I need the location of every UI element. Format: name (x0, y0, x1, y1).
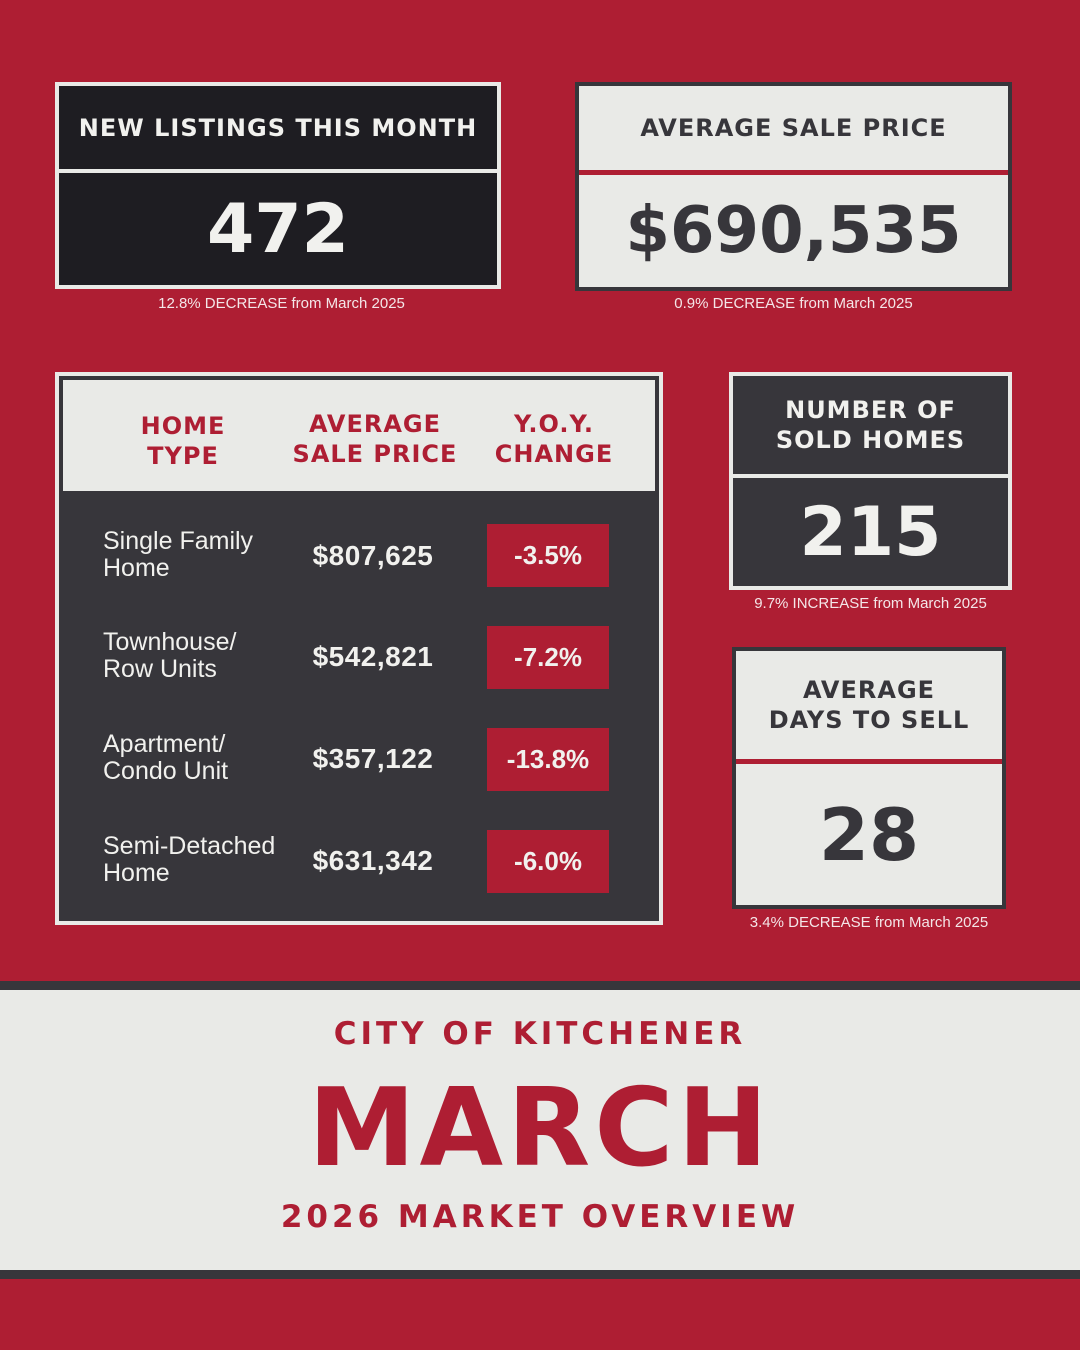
row-home-type: Apartment/ Condo Unit (103, 730, 229, 785)
row-average-price: $631,342 (312, 845, 434, 876)
banner-city: CITY OF KITCHENER (333, 1016, 747, 1052)
sold-homes-label: NUMBER OF SOLD HOMES (733, 376, 1008, 474)
sold-homes-note: 9.7% INCREASE from March 2025 (754, 595, 987, 612)
sold-homes-value: 215 (733, 478, 1008, 586)
banner (0, 990, 1080, 1270)
row-home-type: Single Family Home (103, 527, 254, 582)
row-home-type: Semi-Detached Home (103, 832, 276, 887)
average-sale-price-value: $690,535 (579, 175, 1008, 287)
days-to-sell-value: 28 (736, 764, 1002, 905)
new-listings-card (55, 82, 501, 289)
new-listings-label: NEW LISTINGS THIS MONTH (59, 86, 497, 169)
table-row (59, 524, 659, 588)
row-average-price: $807,625 (312, 540, 434, 571)
days-to-sell-card (732, 647, 1006, 909)
header-home-type: HOME TYPE (140, 412, 226, 470)
new-listings-value: 472 (59, 173, 497, 285)
new-listings-note: 12.8% DECREASE from March 2025 (158, 295, 405, 312)
banner-month: MARCH (308, 1065, 772, 1191)
table-header (59, 376, 659, 491)
home-type-table (55, 372, 663, 925)
banner-bottom-rule (0, 1270, 1080, 1279)
days-to-sell-label: AVERAGE DAYS TO SELL (736, 651, 1002, 759)
header-yoy-change: Y.O.Y. CHANGE (494, 410, 614, 468)
sold-homes-card (729, 372, 1012, 590)
average-sale-price-card (575, 82, 1012, 291)
days-to-sell-note: 3.4% DECREASE from March 2025 (749, 914, 989, 931)
table-row (59, 830, 659, 894)
header-average-sale-price: AVERAGE SALE PRICE (292, 410, 458, 468)
row-average-price: $542,821 (312, 641, 434, 672)
average-sale-price-note: 0.9% DECREASE from March 2025 (674, 295, 913, 312)
banner-top-rule (0, 981, 1080, 990)
row-home-type: Townhouse/ Row Units (103, 628, 237, 683)
table-row (59, 626, 659, 690)
row-yoy-change: -6.0% (487, 830, 609, 893)
row-yoy-change: -3.5% (487, 524, 609, 587)
row-average-price: $357,122 (312, 743, 434, 774)
row-yoy-change: -7.2% (487, 626, 609, 689)
banner-subtitle: 2026 MARKET OVERVIEW (280, 1199, 800, 1235)
row-yoy-change: -13.8% (487, 728, 609, 791)
average-sale-price-label: AVERAGE SALE PRICE (579, 86, 1008, 170)
table-row (59, 728, 659, 792)
